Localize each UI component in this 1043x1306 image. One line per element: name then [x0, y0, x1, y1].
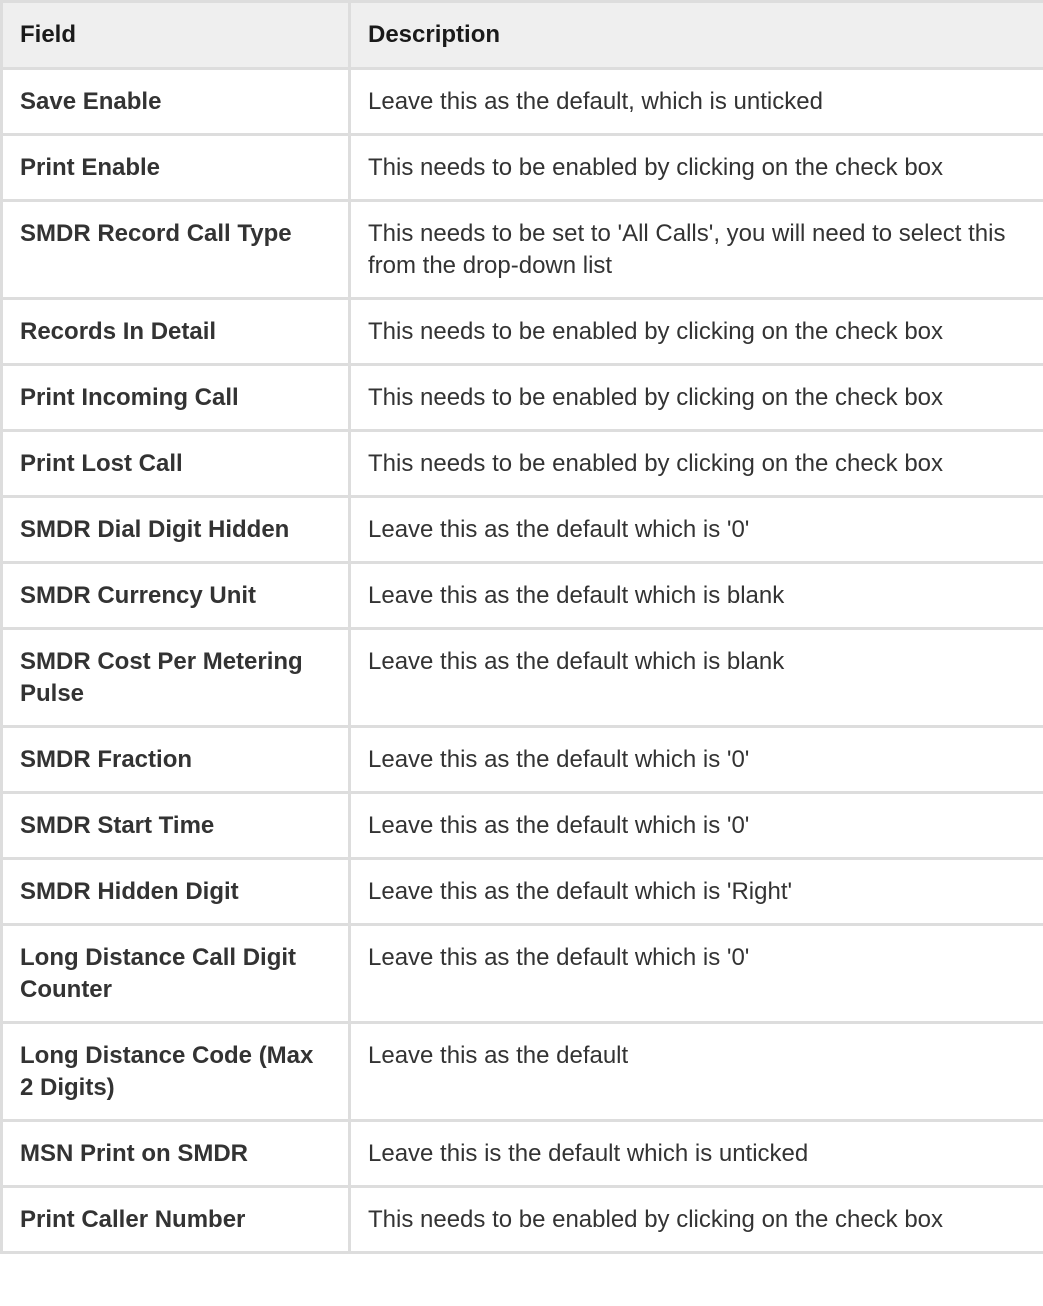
table-row — [2, 727, 1043, 793]
table-row — [2, 1121, 1043, 1187]
field-name-cell: Print Lost Call — [2, 431, 350, 497]
field-description-cell: Leave this as the default, which is unticked — [350, 69, 1043, 135]
field-description-cell: Leave this as the default — [350, 1023, 1043, 1121]
field-name-cell: Print Enable — [2, 135, 350, 201]
field-description-cell: Leave this is the default which is unticked — [350, 1121, 1043, 1187]
field-description-cell: Leave this as the default which is '0' — [350, 727, 1043, 793]
table-row — [2, 563, 1043, 629]
field-name-cell: Save Enable — [2, 69, 350, 135]
table-row — [2, 497, 1043, 563]
table-row — [2, 1023, 1043, 1121]
table-row — [2, 431, 1043, 497]
field-name-cell: SMDR Fraction — [2, 727, 350, 793]
field-description-cell: This needs to be enabled by clicking on the check box — [350, 1187, 1043, 1253]
field-description-cell: This needs to be enabled by clicking on the check box — [350, 299, 1043, 365]
field-description-cell: This needs to be enabled by clicking on the check box — [350, 365, 1043, 431]
field-description-cell: Leave this as the default which is '0' — [350, 925, 1043, 1023]
header-row — [2, 2, 1043, 69]
field-name-cell: Records In Detail — [2, 299, 350, 365]
field-description-cell: This needs to be enabled by clicking on the check box — [350, 431, 1043, 497]
field-name-cell: Print Caller Number — [2, 1187, 350, 1253]
field-name-cell: SMDR Start Time — [2, 793, 350, 859]
field-description-cell: This needs to be set to 'All Calls', you will need to select this from the drop-down list — [350, 201, 1043, 299]
field-name-cell: SMDR Dial Digit Hidden — [2, 497, 350, 563]
table-row — [2, 299, 1043, 365]
table-row — [2, 793, 1043, 859]
field-name-cell: SMDR Cost Per Metering Pulse — [2, 629, 350, 727]
field-description-cell: Leave this as the default which is blank — [350, 563, 1043, 629]
field-description-cell: This needs to be enabled by clicking on the check box — [350, 135, 1043, 201]
table-row — [2, 859, 1043, 925]
field-name-cell: SMDR Record Call Type — [2, 201, 350, 299]
table-row — [2, 135, 1043, 201]
field-description-cell: Leave this as the default which is 'Right' — [350, 859, 1043, 925]
field-name-cell: Long Distance Code (Max 2 Digits) — [2, 1023, 350, 1121]
table-row — [2, 1187, 1043, 1253]
table-body — [2, 69, 1043, 1253]
column-header-field: Field — [2, 2, 350, 69]
field-description-cell: Leave this as the default which is blank — [350, 629, 1043, 727]
field-name-cell: SMDR Hidden Digit — [2, 859, 350, 925]
table-row — [2, 69, 1043, 135]
field-description-cell: Leave this as the default which is '0' — [350, 497, 1043, 563]
field-name-cell: Long Distance Call Digit Counter — [2, 925, 350, 1023]
field-name-cell: MSN Print on SMDR — [2, 1121, 350, 1187]
table-row — [2, 629, 1043, 727]
field-description-cell: Leave this as the default which is '0' — [350, 793, 1043, 859]
table-header — [2, 2, 1043, 69]
table-row — [2, 365, 1043, 431]
table-row — [2, 925, 1043, 1023]
field-name-cell: Print Incoming Call — [2, 365, 350, 431]
field-name-cell: SMDR Currency Unit — [2, 563, 350, 629]
column-header-description: Description — [350, 2, 1043, 69]
table-row — [2, 201, 1043, 299]
